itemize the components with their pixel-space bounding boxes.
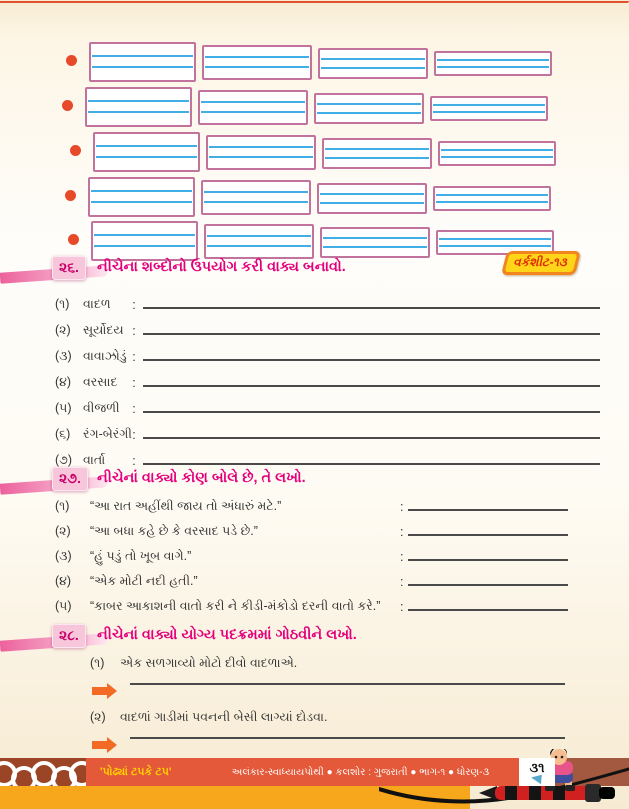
section-28-items <box>90 650 565 758</box>
chapter-name: 'પોઢ્યાં ટપકે ટપ' <box>100 765 172 778</box>
list-item <box>90 704 565 731</box>
arrow-icon <box>92 741 108 749</box>
section-27-items <box>55 491 568 616</box>
item-number: (૨) <box>55 524 71 538</box>
top-border-rule <box>0 1 629 3</box>
item-number: (૨) <box>55 323 71 337</box>
item-word: વાર્તા <box>83 453 106 467</box>
answer-line[interactable] <box>143 385 600 387</box>
item-quote: “હું પડું તો ખૂબ વાગે.” <box>90 549 192 563</box>
list-item <box>55 366 600 392</box>
colon: : <box>400 575 404 589</box>
writing-box[interactable] <box>91 221 198 261</box>
colon: : <box>400 600 404 614</box>
answer-line[interactable] <box>408 534 568 536</box>
bullet-icon <box>65 190 76 201</box>
item-sentence: વાદળાં ગાડીમાં પવનની બેસી લાગ્યાં દોડવા. <box>120 710 328 724</box>
answer-line[interactable] <box>408 559 568 561</box>
colon: : <box>132 402 136 416</box>
colon: : <box>132 298 136 312</box>
writing-box[interactable] <box>438 141 556 166</box>
writing-grid-row <box>68 221 560 261</box>
item-number: (૩) <box>55 349 72 363</box>
item-number: (૫) <box>55 599 72 613</box>
bullet-icon <box>70 145 81 156</box>
item-word: વીજળી <box>83 401 120 415</box>
colon: : <box>132 350 136 364</box>
list-item <box>55 314 600 340</box>
writing-box[interactable] <box>198 90 308 125</box>
list-item <box>55 491 568 516</box>
writing-box[interactable] <box>430 96 548 121</box>
answer-line[interactable] <box>143 411 600 413</box>
page-footer <box>0 758 629 809</box>
item-number: (૬) <box>55 427 71 441</box>
item-number: (૧) <box>55 499 70 513</box>
answer-line[interactable] <box>408 584 568 586</box>
bullet-icon <box>68 234 79 245</box>
writing-box[interactable] <box>206 135 316 170</box>
section-title: નીચેનાં વાક્યો કોણ બોલે છે, તે લખો. <box>97 470 306 486</box>
colon: : <box>132 376 136 390</box>
writing-grid-row <box>65 177 557 217</box>
item-word: વાદળ <box>83 297 111 311</box>
item-quote: “આ રાત અહીંથી જાય તો અંધારું મટે.” <box>90 499 282 513</box>
writing-grid-row <box>62 87 554 127</box>
answer-line[interactable] <box>143 437 600 439</box>
section-26-items <box>55 288 600 470</box>
item-sentence: એક સળગાવ્યો મોટો દીવો વાદળાએ. <box>120 656 298 670</box>
answer-line[interactable] <box>143 359 600 361</box>
bullet-icon <box>62 100 73 111</box>
section-number-badge: ૨૭. <box>52 467 88 491</box>
list-item <box>55 591 568 616</box>
section-27-header <box>0 467 480 493</box>
bullet-icon <box>66 55 77 66</box>
list-item <box>55 418 600 444</box>
writing-box[interactable] <box>85 87 192 127</box>
answer-line[interactable] <box>408 509 568 511</box>
item-word: રંગ-બેરંગી <box>83 427 132 441</box>
answer-line[interactable] <box>143 463 600 465</box>
section-title: નીચેના શબ્દોનો ઉપયોગ કરી વાક્ય બનાવો. <box>97 259 346 275</box>
rewrite-row <box>90 677 565 704</box>
item-number: (૧) <box>90 656 105 670</box>
writing-box[interactable] <box>314 93 424 124</box>
item-word: સૂર્યોદય <box>83 323 124 337</box>
answer-line[interactable] <box>130 737 565 739</box>
writing-box[interactable] <box>322 138 432 169</box>
rings-decoration <box>0 758 86 786</box>
item-quote: “આ બધા કહે છે કે વરસાદ પડે છે.” <box>90 524 258 538</box>
list-item <box>55 392 600 418</box>
colon: : <box>132 428 136 442</box>
writing-box[interactable] <box>202 45 312 80</box>
item-number: (૨) <box>90 710 106 724</box>
list-item <box>90 650 565 677</box>
footer-band <box>0 758 629 786</box>
page-number-tab <box>519 758 555 786</box>
item-number: (૫) <box>55 401 72 415</box>
item-quote: “એક મોટી નદી હતી.” <box>90 574 198 588</box>
item-word: વાવાઝોડું <box>83 349 127 363</box>
writing-box[interactable] <box>88 177 195 217</box>
colon: : <box>400 550 404 564</box>
section-26-header <box>0 256 480 282</box>
section-number-badge: ૨૬. <box>52 256 86 280</box>
writing-box[interactable] <box>201 180 311 215</box>
list-item <box>55 541 568 566</box>
book-info: અલંકાર-સ્વાધ્યાયપોથી ● કલશોર : ગુજરાતી ● ભાગ-૧ ● ધોરણ-૩ <box>231 766 490 778</box>
item-number: (૭) <box>55 453 73 467</box>
colon: : <box>400 525 404 539</box>
worksheet-badge <box>501 251 580 275</box>
list-item <box>55 516 568 541</box>
section-title: નીચેનાં વાક્યો યોગ્ય પદક્રમમાં ગોઠવીને લખો. <box>97 627 357 643</box>
writing-grid-row <box>66 42 558 82</box>
answer-line[interactable] <box>143 307 600 309</box>
list-item <box>55 340 600 366</box>
answer-line[interactable] <box>143 333 600 335</box>
paper-plane-icon <box>531 775 544 786</box>
writing-box[interactable] <box>320 227 430 258</box>
writing-box[interactable] <box>317 183 427 214</box>
answer-line[interactable] <box>408 609 568 611</box>
writing-box[interactable] <box>204 224 314 259</box>
writing-grid-row <box>70 132 562 172</box>
colon: : <box>132 454 136 468</box>
item-number: (૪) <box>55 375 72 389</box>
answer-line[interactable] <box>130 683 565 685</box>
writing-box[interactable] <box>93 132 200 172</box>
item-word: વરસાદ <box>83 375 118 389</box>
colon: : <box>400 500 404 514</box>
section-28-header <box>0 624 480 650</box>
writing-box[interactable] <box>318 48 428 79</box>
item-number: (૩) <box>55 549 72 563</box>
writing-box[interactable] <box>89 42 196 82</box>
writing-box[interactable] <box>433 186 551 211</box>
list-item <box>55 288 600 314</box>
page-number: ૩૧ <box>529 760 545 775</box>
list-item <box>55 566 568 591</box>
item-quote: “કાબર આકાશની વાતો કરી ને કીડી-મંકોડો દરની વાતો કરે.” <box>90 599 381 613</box>
colon: : <box>132 324 136 338</box>
arrow-icon <box>92 687 108 695</box>
worksheet-badge-label: વર્કશીટ-૧૩ <box>505 254 577 272</box>
section-number-badge: ૨૮. <box>52 624 86 648</box>
writing-box[interactable] <box>434 51 552 76</box>
item-number: (૪) <box>55 574 72 588</box>
pencil-child-illustration <box>379 749 629 809</box>
item-number: (૧) <box>55 297 70 311</box>
